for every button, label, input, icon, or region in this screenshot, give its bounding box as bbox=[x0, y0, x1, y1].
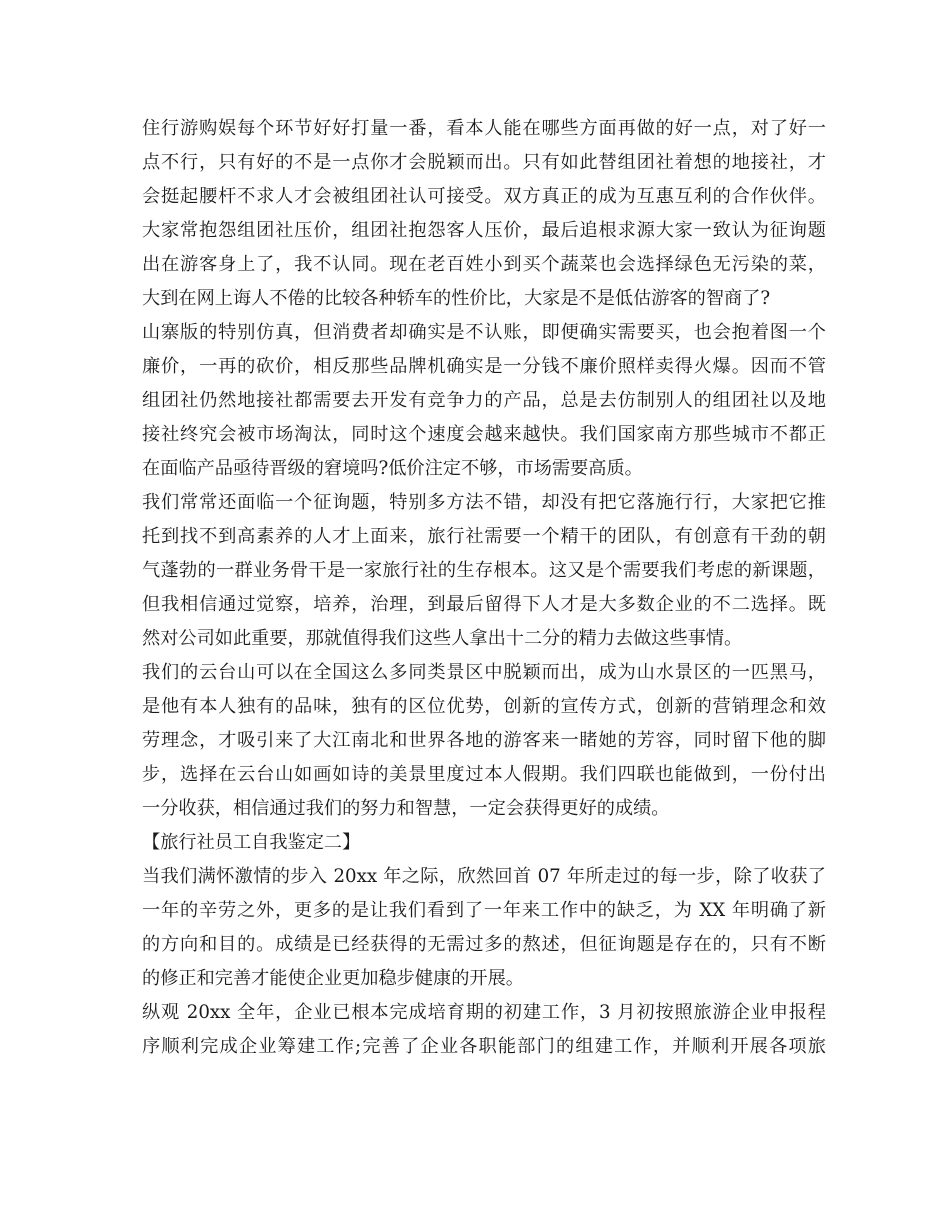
text-line: 接社终究会被市场淘汰，同时这个速度会越来越快。我们国家南方那些城市不都正 bbox=[142, 424, 826, 445]
text-line: 在面临产品亟待晋级的窘境吗?低价注定不够，市场需要高质。 bbox=[142, 458, 643, 479]
text-line: 劳理念，才吸引来了大江南北和世界各地的游客来一睹她的芳容，同时留下他的脚 bbox=[142, 730, 826, 751]
text-line: 气蓬勃的一群业务骨干是一家旅行社的生存根本。这又是个需要我们考虑的新课题， bbox=[142, 560, 826, 581]
text-line: 的修正和完善才能使企业更加稳步健康的开展。 bbox=[142, 968, 524, 989]
text-line: 序顺利完成企业筹建工作;完善了企业各职能部门的组建工作，并顺利开展各项旅 bbox=[142, 1036, 826, 1057]
text-line: 的方向和目的。成绩是已经获得的无需过多的熬述，但征询题是存在的，只有不断 bbox=[142, 934, 826, 955]
text-line: 点不行，只有好的不是一点你才会脱颖而出。只有如此替组团社着想的地接社，才 bbox=[142, 152, 826, 173]
text-line: 托到找不到高素养的人才上面来，旅行社需要一个精干的团队，有创意有干劲的朝 bbox=[142, 526, 826, 547]
text-line: 组团社仍然地接社都需要去开发有竞争力的产品，总是去仿制别人的组团社以及地 bbox=[142, 390, 826, 411]
text-line: 廉价，一再的砍价，相反那些品牌机确实是一分钱不廉价照样卖得火爆。因而不管 bbox=[142, 356, 826, 377]
text-line: 出在游客身上了，我不认同。现在老百姓小到买个蔬菜也会选择绿色无污染的菜， bbox=[142, 254, 826, 275]
document-page bbox=[142, 112, 826, 1064]
text-line: 纵观 20xx 全年，企业已根本完成培育期的初建工作，3 月初按照旅游企业申报程 bbox=[142, 1002, 826, 1023]
text-line: 当我们满怀激情的步入 20xx 年之际，欣然回首 07 年所走过的每一步，除了收获了 bbox=[142, 866, 826, 887]
text-line: 是他有本人独有的品味，独有的区位优势，创新的宣传方式，创新的营销理念和效 bbox=[142, 696, 826, 717]
text-line: 但我相信通过觉察，培养，治理，到最后留得下人才是大多数企业的不二选择。既 bbox=[142, 594, 826, 615]
text-line: 步，选择在云台山如画如诗的美景里度过本人假期。我们四联也能做到，一份付出 bbox=[142, 764, 826, 785]
text-line: 我们常常还面临一个征询题，特别多方法不错，却没有把它落施行行，大家把它推 bbox=[142, 492, 826, 513]
text-line: 会挺起腰杆不求人才会被组团社认可接受。双方真正的成为互惠互利的合作伙伴。 bbox=[142, 186, 826, 207]
text-line: 大家常抱怨组团社压价，组团社抱怨客人压价，最后追根求源大家一致认为征询题 bbox=[142, 220, 826, 241]
text-line: 一分收获，相信通过我们的努力和智慧，一定会获得更好的成绩。 bbox=[142, 798, 670, 819]
text-line: 住行游购娱每个环节好好打量一番，看本人能在哪些方面再做的好一点，对了好一 bbox=[142, 118, 826, 139]
text-line: 然对公司如此重要，那就值得我们这些人拿出十二分的精力去做这些事情。 bbox=[142, 628, 743, 649]
text-line: 【旅行社员工自我鉴定二】 bbox=[142, 832, 361, 853]
text-line: 山寨版的特别仿真，但消费者却确实是不认账，即便确实需要买，也会抱着图一个 bbox=[142, 322, 826, 343]
text-line: 一年的辛劳之外，更多的是让我们看到了一年来工作中的缺乏，为 XX 年明确了新 bbox=[142, 900, 826, 921]
text-line: 大到在网上诲人不倦的比较各种轿车的性价比，大家是不是低估游客的智商了? bbox=[142, 288, 771, 309]
text-line: 我们的云台山可以在全国这么多同类景区中脱颖而出，成为山水景区的一匹黑马， bbox=[142, 662, 826, 683]
